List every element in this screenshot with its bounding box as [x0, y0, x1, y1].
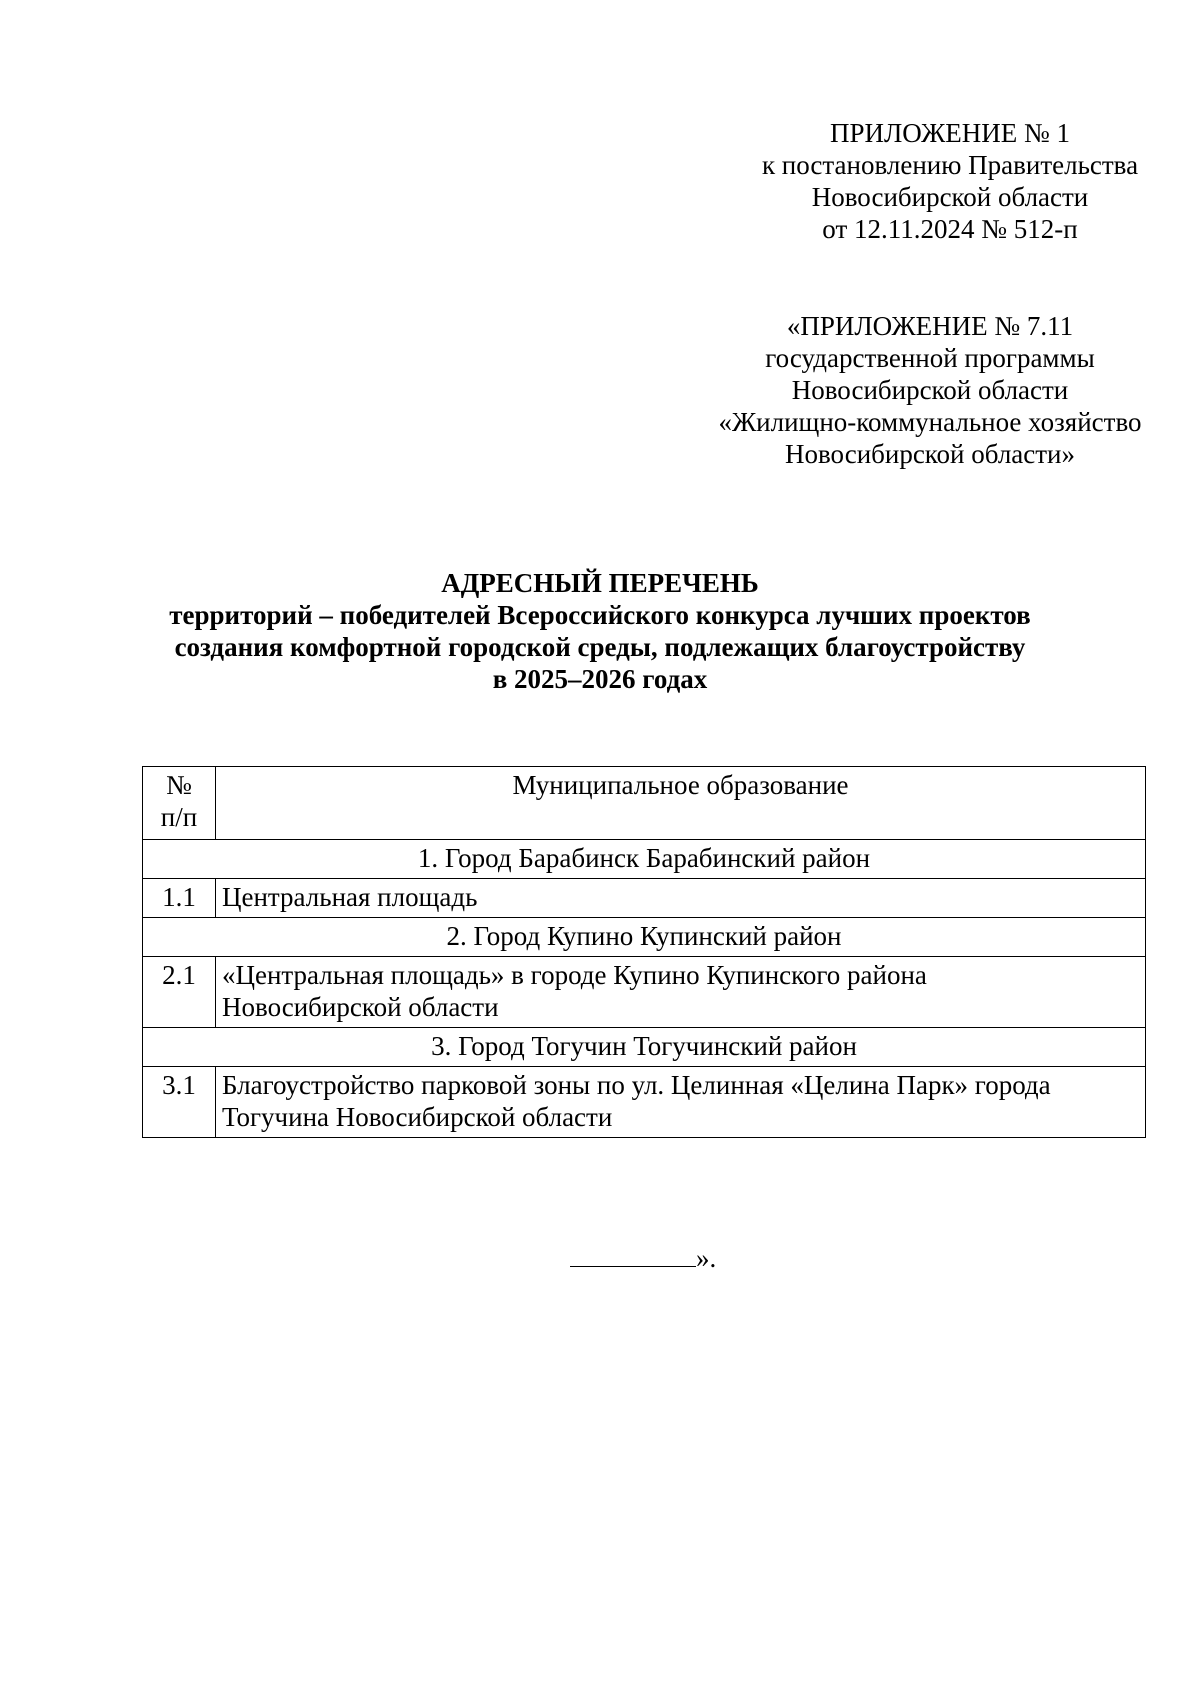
document-title: [0, 567, 1200, 695]
appendix-number: ПРИЛОЖЕНИЕ № 1: [829, 118, 1071, 148]
program-appendix-line3: Новосибирской области: [791, 375, 1069, 405]
program-appendix-stamp: [660, 310, 1200, 470]
row-number: 2.1: [143, 957, 216, 1028]
group-title: 3. Город Тогучин Тогучинский район: [143, 1028, 1146, 1067]
row-name-line2: Тогучина Новосибирской области: [222, 1102, 613, 1132]
program-appendix-line2: государственной программы: [765, 343, 1095, 373]
table-row: [143, 957, 1146, 1028]
table-group-row: [143, 840, 1146, 879]
header-num-symbol: №: [166, 770, 192, 800]
row-name: [216, 957, 1146, 1028]
title-line3: создания комфортной городской среды, подлежащих благоустройству: [174, 632, 1026, 662]
program-appendix-number: «ПРИЛОЖЕНИЕ № 7.11: [786, 311, 1074, 341]
row-name-line1: «Центральная площадь» в городе Купино Купинского района: [222, 960, 927, 990]
row-name-line1: Благоустройство парковой зоны по ул. Целинная «Целина Парк» города: [222, 1070, 1051, 1100]
row-number: 1.1: [143, 879, 216, 918]
group-title: 2. Город Купино Купинский район: [143, 918, 1146, 957]
title-line2: территорий – победителей Всероссийского конкурса лучших проектов: [169, 600, 1031, 630]
signature-line: [570, 1240, 696, 1267]
appendix-resolution: к постановлению Правительства: [761, 150, 1139, 180]
appendix-date: от 12.11.2024 № 512-п: [822, 214, 1078, 244]
header-num-cell: [143, 767, 216, 840]
header-name-cell: Муниципальное образование: [216, 767, 1146, 840]
appendix-stamp: [700, 117, 1200, 245]
row-name: [216, 1067, 1146, 1138]
table-group-row: [143, 1028, 1146, 1067]
table-header-row: [143, 767, 1146, 840]
program-appendix-line4: «Жилищно-коммунальное хозяйство: [718, 407, 1142, 437]
appendix-region: Новосибирской области: [811, 182, 1089, 212]
header-num-label: п/п: [160, 802, 198, 832]
row-name-line1: Центральная площадь: [222, 882, 478, 912]
table-row: [143, 1067, 1146, 1138]
table-row: [143, 879, 1146, 918]
document-ending: [570, 1240, 716, 1274]
title-line4: в 2025–2026 годах: [492, 664, 708, 694]
territory-table: [142, 766, 1146, 1138]
group-title: 1. Город Барабинск Барабинский район: [143, 840, 1146, 879]
closing-quote: ».: [696, 1243, 717, 1273]
program-appendix-line5: Новосибирской области»: [784, 439, 1076, 469]
row-name-line2: Новосибирской области: [222, 992, 499, 1022]
row-name: [216, 879, 1146, 918]
title-heading: АДРЕСНЫЙ ПЕРЕЧЕНЬ: [441, 568, 759, 598]
table-group-row: [143, 918, 1146, 957]
row-number: 3.1: [143, 1067, 216, 1138]
